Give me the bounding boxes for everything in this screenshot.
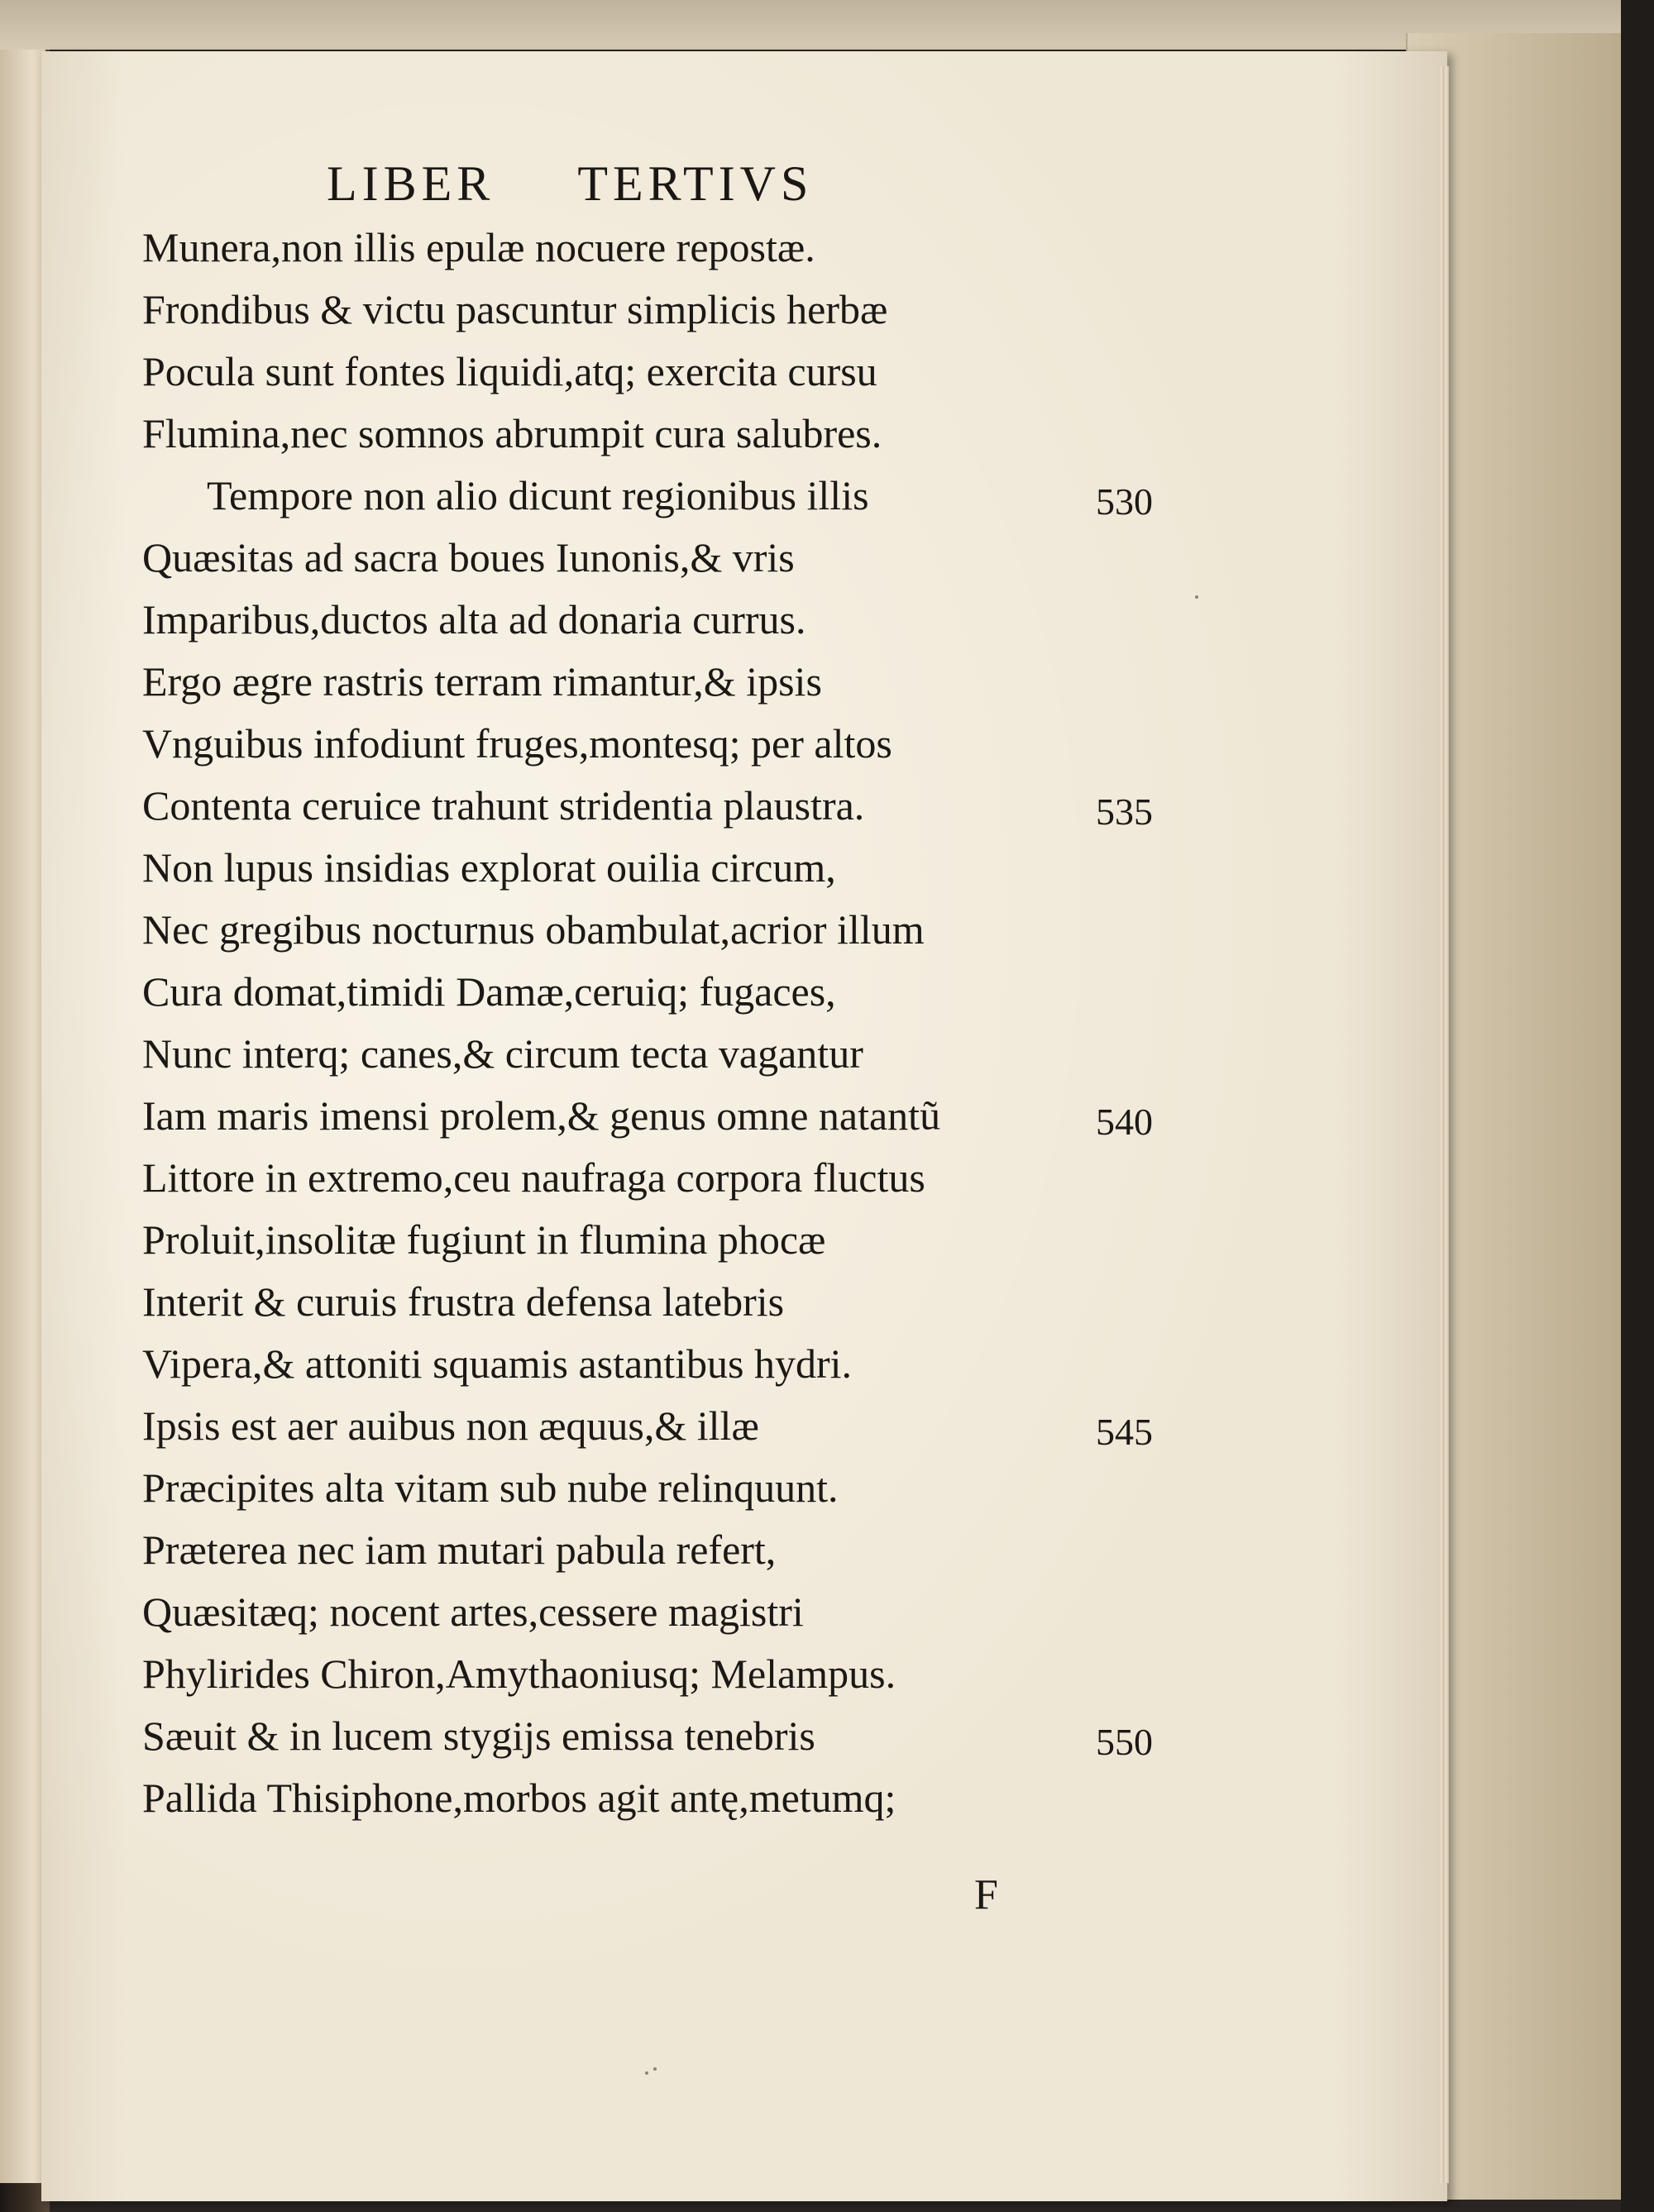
signature-mark: F — [974, 1871, 998, 1918]
verse-line: Contenta ceruice trahunt stridentia plaustra. — [142, 782, 865, 829]
verse-line: Pocula sunt fontes liquidi,atq; exercita cursu — [142, 348, 877, 394]
verse-line: Phylirides Chiron,Amythaoniusq; Melampus. — [142, 1651, 896, 1697]
line-number: 550 — [1096, 1721, 1153, 1763]
previous-page-edge — [0, 33, 45, 2183]
verse-line: Frondibus & victu pascuntur simplicis herbæ — [142, 286, 888, 332]
line-number: 530 — [1096, 480, 1153, 523]
verse-line: Iam maris imensi prolem,& genus omne natantũ — [142, 1092, 941, 1139]
verse-line: Ipsis est aer auibus non æquus,& illæ — [142, 1402, 759, 1449]
verse-line: Sæuit & in lucem stygijs emissa tenebris — [142, 1713, 815, 1759]
line-number: 535 — [1096, 791, 1153, 833]
verse-line: Quæsitas ad sacra boues Iunonis,& vris — [142, 534, 795, 580]
verse-line: Præterea nec iam mutari pabula refert, — [142, 1526, 777, 1573]
verse-line: Proluit,insolitæ fugiunt in flumina phocæ — [142, 1216, 826, 1263]
verse-line: Imparibus,ductos alta ad donaria currus. — [142, 596, 806, 643]
verse-line: Littore in extremo,ceu naufraga corpora fluctus — [142, 1154, 925, 1201]
line-number: 545 — [1096, 1411, 1153, 1453]
running-head — [327, 155, 813, 213]
verse-line: Munera,non illis epulæ nocuere repostæ. — [142, 224, 815, 270]
verse-line: Vipera,& attoniti squamis astantibus hydri. — [142, 1340, 852, 1387]
verse-line: Præcipites alta vitam sub nube relinquunt. — [142, 1464, 839, 1511]
page-stack-edge — [1439, 66, 1449, 2183]
verse-line: Flumina,nec somnos abrumpit cura salubres. — [142, 410, 882, 456]
running-head-left: LIBER — [327, 156, 495, 211]
ink-speck — [653, 2067, 657, 2071]
verse-line: Quæsitæq; nocent artes,cessere magistri — [142, 1589, 804, 1635]
background-right — [1621, 0, 1654, 2212]
verse-line: Ergo ægre rastris terram rimantur,& ipsis — [142, 658, 822, 705]
verse-line: Cura domat,timidi Damæ,ceruiq; fugaces, — [142, 968, 836, 1015]
line-number: 540 — [1096, 1101, 1153, 1143]
verse-line: Pallida Thisiphone,morbos agit antę,metumq; — [142, 1775, 896, 1821]
ink-speck — [1195, 595, 1198, 599]
verse-line: Interit & curuis frustra defensa latebris — [142, 1278, 785, 1325]
verse-line: Nec gregibus nocturnus obambulat,acrior illum — [142, 906, 925, 953]
verse-block — [142, 217, 1217, 1829]
running-head-right: TERTIVS — [577, 156, 814, 211]
verse-line: Non lupus insidias explorat ouilia circum, — [142, 844, 836, 891]
verse-line: Nunc interq; canes,& circum tecta vagantur — [142, 1030, 863, 1077]
verse-line: Vnguibus infodiunt fruges,montesq; per altos — [142, 720, 892, 767]
verse-line: Tempore non alio dicunt regionibus illis — [207, 472, 869, 518]
ink-speck — [645, 2071, 648, 2075]
